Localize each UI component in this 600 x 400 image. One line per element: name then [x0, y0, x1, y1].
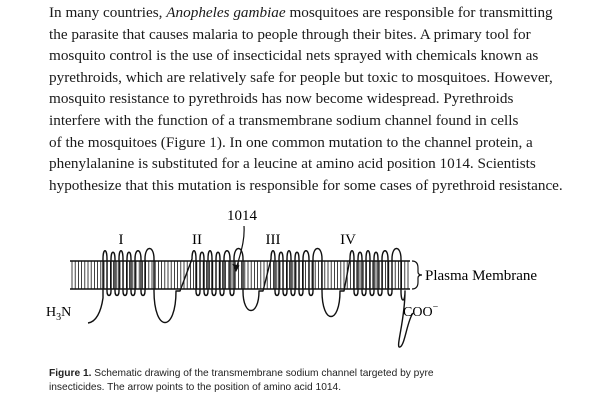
species-name: Anopheles gambiae [166, 4, 286, 21]
domain-label-iii: III [265, 232, 281, 248]
passage-line-8: phenylalanine is substituted for a leucine at amino acid position 1014. Scientists [49, 155, 536, 173]
caption-label: Figure 1. [49, 368, 92, 379]
passage-line-1 [49, 2, 569, 24]
c-terminus-label: COO− [403, 302, 439, 320]
passage [49, 2, 569, 196]
passage-line-2: the parasite that causes malaria to people through their bites. A primary tool for [49, 25, 531, 43]
membrane-brace [412, 261, 422, 289]
passage-line-4: pyrethroids, which are relatively safe for people but toxic to mosquitoes. However, [49, 68, 553, 86]
passage-line-1-end: mosquitoes are responsible for transmitting [285, 4, 553, 21]
plasma-membrane [70, 261, 410, 289]
domain-label-ii: II [192, 232, 202, 248]
domain-label-i: I [118, 232, 124, 248]
figure-1 [0, 200, 600, 360]
passage-line-1-start: In many countries, [49, 4, 167, 21]
figure-caption [49, 367, 449, 395]
passage-line-6: interfere with the function of a transmembrane sodium channel found in cells [49, 111, 519, 129]
sodium-channel-diagram [0, 200, 600, 360]
passage-line-7: of the mosquitoes (Figure 1). In one common mutation to the channel protein, a [49, 133, 533, 151]
membrane-label: Plasma Membrane [425, 268, 538, 284]
passage-line-3: mosquito control is the use of insecticidal nets sprayed with chemicals known as [49, 47, 539, 65]
caption-text-1: Schematic drawing of the transmembrane sodium channel targeted by pyre [91, 368, 434, 379]
passage-line-9: hypothesize that this mutation is responsible for some cases of pyrethroid resistance. [49, 176, 563, 194]
caption-line-1 [49, 367, 449, 381]
caption-line-2: insecticides. The arrow points to the position of amino acid 1014. [49, 382, 342, 393]
n-terminus-label: $H_3N$ [46, 305, 72, 323]
position-label-1014: 1014 [227, 208, 257, 224]
passage-line-5: mosquito resistance to pyrethroids has now become widespread. Pyrethroids [49, 90, 514, 108]
channel-protein [88, 249, 413, 348]
domain-label-iv: IV [340, 232, 356, 248]
